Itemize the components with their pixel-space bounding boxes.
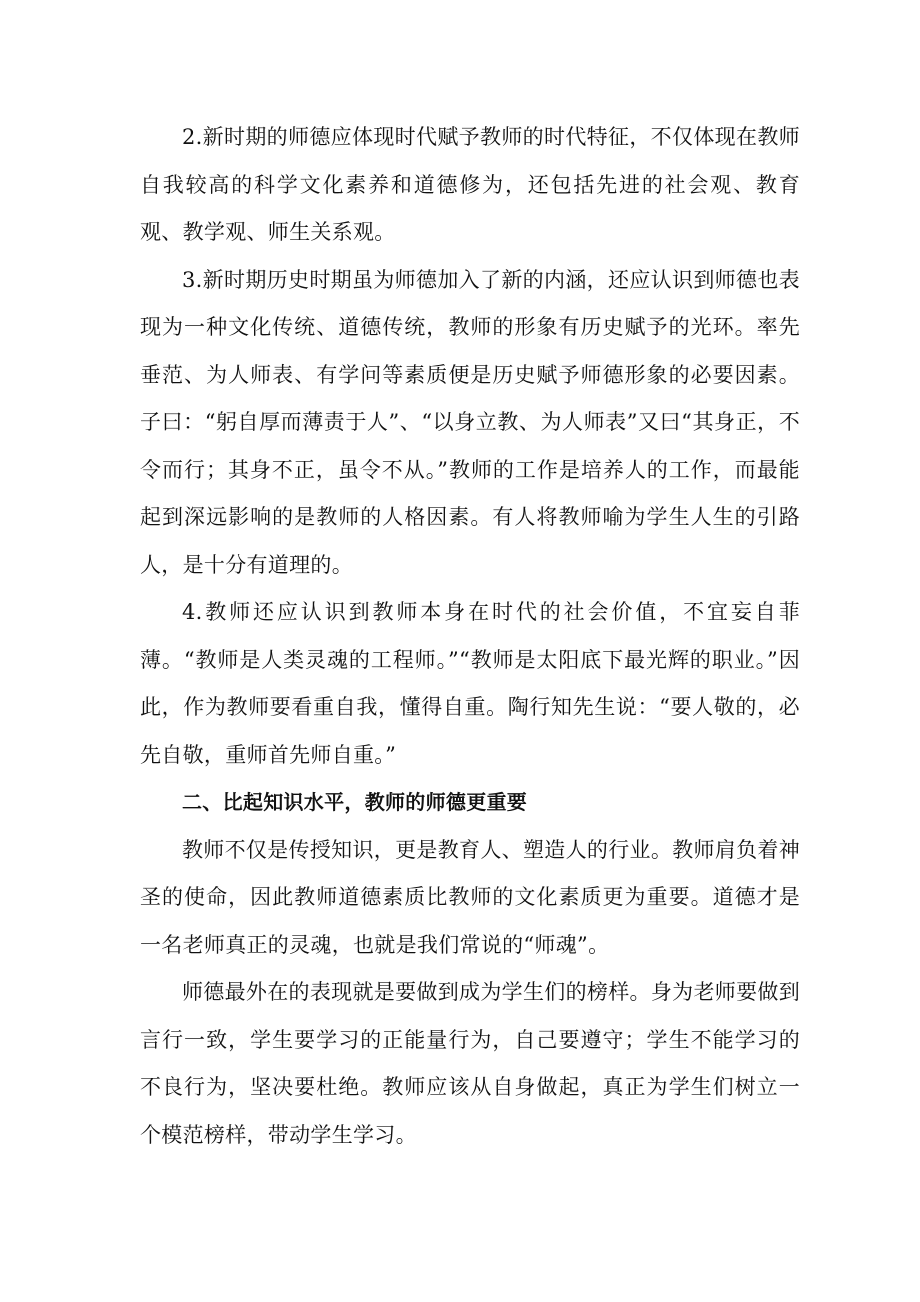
paragraph-point-4: 4.教师还应认识到教师本身在时代的社会价值，不宜妄自菲薄。“教师是人类灵魂的工程师。”“教师是太阳底下最光辉的职业。”因此，作为教师要看重自我，懂得自重。陶行知先生说：“要人敬的，必先自敬，重师首先师自重。” [140,600,800,767]
paragraph-point-2: 2.新时期的师德应体现时代赋予教师的时代特征，不仅体现在教师自我较高的科学文化素养和道德修为，还包括先进的社会观、教育观、教学观、师生关系观。 [140,125,800,244]
paragraph-point-3: 3.新时期历史时期虽为师德加入了新的内涵，还应认识到师德也表现为一种文化传统、道德传统，教师的形象有历史赋予的光环。率先垂范、为人师表、有学问等素质便是历史赋予师德形象的必要因素。子曰：“躬自厚而薄责于人”、“以身立教、为人师表”又曰“其身正，不令而行；其身不正，虽令不从。”教师的工作是培养人的工作，而最能起到深远影响的是教师的人格因素。有人将教师喻为学生人生的引路人，是十分有道理的。 [140,267,800,577]
section-heading: 二、比起知识水平，教师的师德更重要 [182,790,528,814]
paragraph-teacher-ethics: 教师不仅是传授知识，更是教育人、塑造人的行业。教师肩负着神圣的使命，因此教师道德素质比教师的文化素质更为重要。道德才是一名老师真正的灵魂，也就是我们常说的“师魂”。 [140,837,800,957]
paragraph-role-model: 师德最外在的表现就是要做到成为学生们的榜样。身为老师要做到言行一致，学生要学习的正能量行为，自己要遵守；学生不能学习的不良行为，坚决要杜绝。教师应该从自身做起，真正为学生们树立一个模范榜样，带动学生学习。 [140,980,800,1147]
document-page [140,114,800,1159]
